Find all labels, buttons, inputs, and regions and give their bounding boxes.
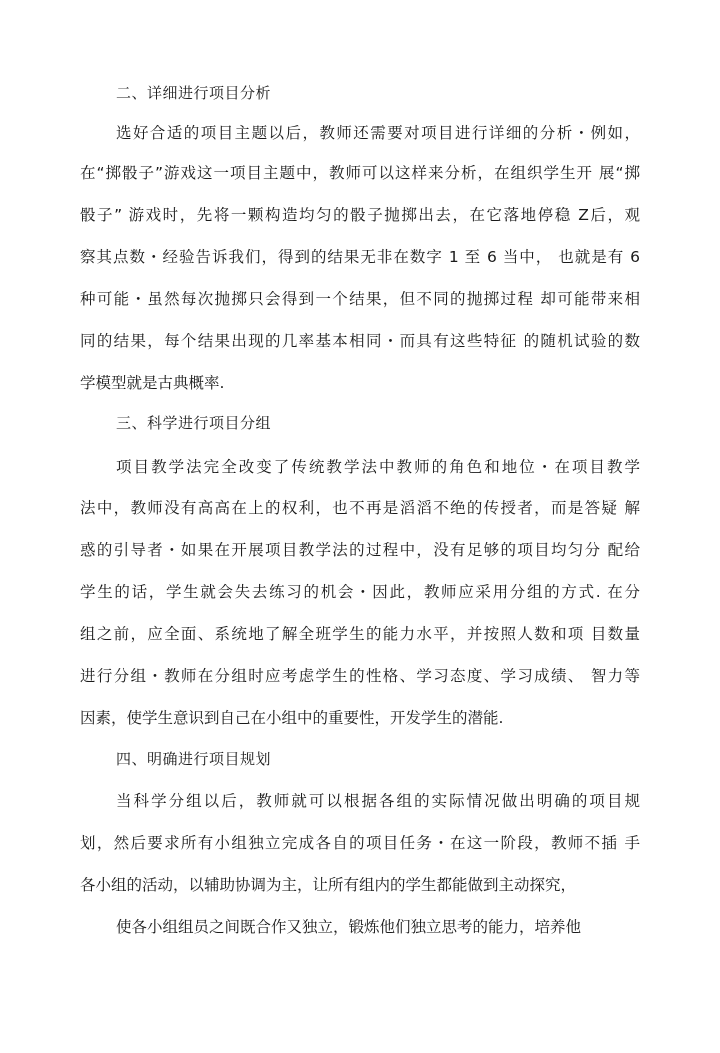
paragraph-line: 学生的话，学生就会失去练习的机会・因此，教师应采用分组的方式. 在分 [80, 583, 640, 601]
paragraph-line: 种可能・虽然每次抛掷只会得到一个结果，但不同的抛掷过程 却可能带来相 [80, 290, 640, 308]
paragraph-line: 在“掷骰子”游戏这一项目主题中，教师可以这样来分析，在组织学生开 展“掷 [80, 164, 640, 182]
paragraph-line: 学模型就是古典概率. [80, 374, 225, 392]
paragraph-line: 同的结果，每个结果出现的几率基本相同・而具有这些特征 的随机试验的数 [80, 332, 640, 350]
paragraph-line: 进行分组・教师在分组时应考虑学生的性格、学习态度、学习成绩、 智力等 [80, 667, 640, 685]
paragraph-line: 项目教学法完全改变了传统教学法中教师的角色和地位・在项目教学 [116, 458, 640, 476]
section-heading: 四、明确进行项目规划 [116, 750, 272, 768]
paragraph-line: 组之前，应全面、系统地了解全班学生的能力水平，并按照人数和项 目数量 [80, 625, 640, 643]
paragraph-line: 划，然后要求所有小组独立完成各自的项目任务・在这一阶段，教师不插 手 [80, 834, 640, 852]
section-heading: 三、科学进行项目分组 [116, 414, 272, 432]
paragraph-line: 使各小组组员之间既合作又独立，锻炼他们独立思考的能力，培养他 [116, 918, 582, 936]
paragraph-line: 当科学分组以后，教师就可以根据各组的实际情况做出明确的项目规 [116, 792, 640, 810]
paragraph-line: 因素，使学生意识到自己在小组中的重要性，开发学生的潜能. [80, 709, 504, 727]
paragraph-line: 察其点数・经验告诉我们，得到的结果无非在数字 1 至 6 当中， 也就是有 6 [80, 248, 640, 266]
paragraph-line: 选好合适的项目主题以后，教师还需要对项目进行详细的分析・例如， [116, 124, 640, 142]
section-heading: 二、详细进行项目分析 [116, 84, 272, 102]
paragraph-line: 骰子” 游戏时，先将一颗构造均匀的骰子抛掷出去，在它落地停稳 Z后，观 [80, 206, 640, 224]
paragraph-line: 各小组的活动，以辅助协调为主，让所有组内的学生都能做到主动探究， [80, 876, 577, 894]
paragraph-line: 惑的引导者・如果在开展项目教学法的过程中，没有足够的项目均匀分 配给 [80, 541, 640, 559]
paragraph-line: 法中，教师没有高高在上的权利，也不再是滔滔不绝的传授者，而是答疑 解 [80, 499, 640, 517]
